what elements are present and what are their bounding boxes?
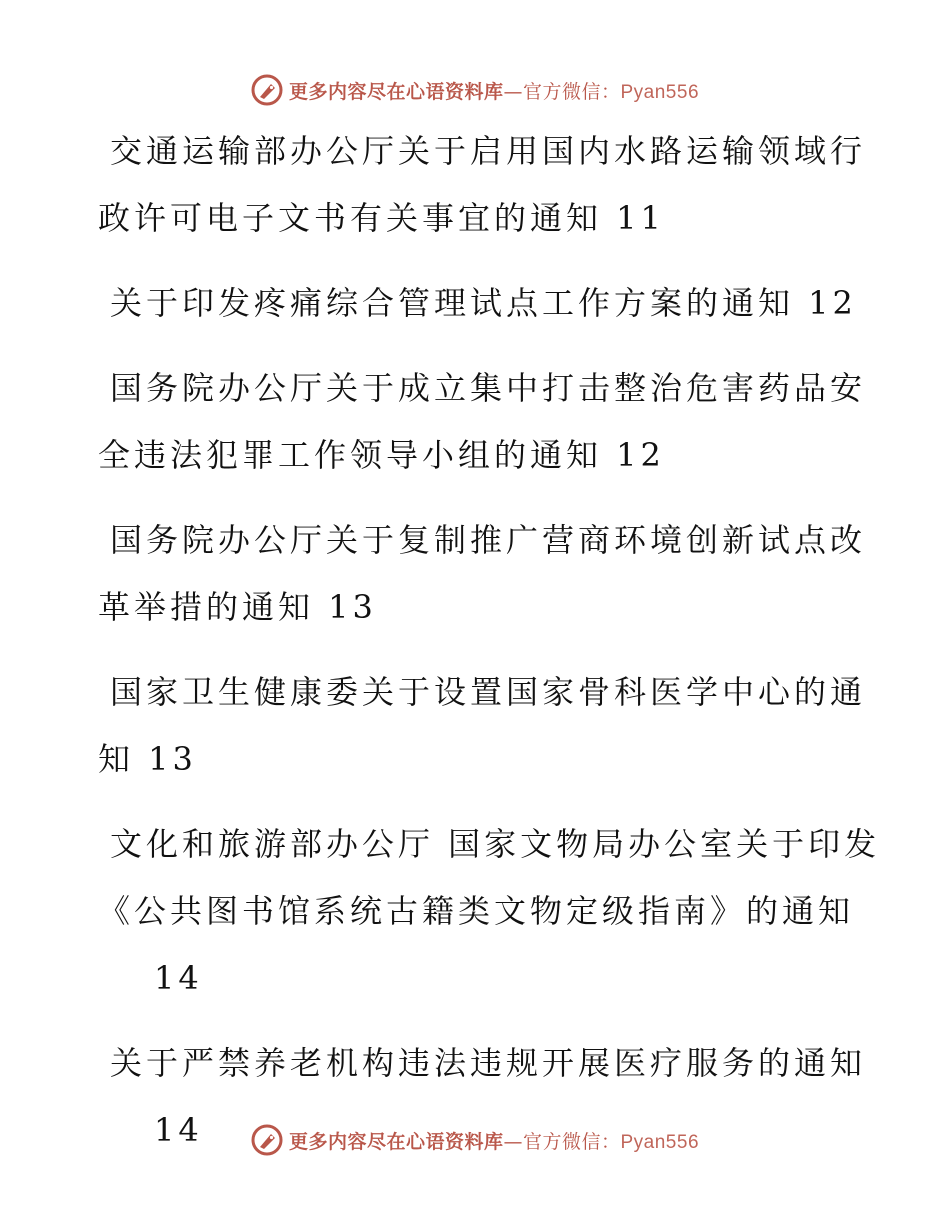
toc-entry-line: 文化和旅游部办公厅 国家文物局办公室关于印发 bbox=[110, 825, 881, 863]
toc-entry-line: 《公共图书馆系统古籍类文物定级指南》的通知 bbox=[98, 892, 855, 930]
toc-entry bbox=[0, 355, 950, 489]
banner-wechat-label: 官方微信： bbox=[522, 80, 621, 103]
banner-handle: Pyan556 bbox=[620, 1131, 700, 1153]
banner-content bbox=[251, 1124, 699, 1156]
footer-banner bbox=[0, 1120, 950, 1160]
toc-entry-page-number: 14 bbox=[154, 959, 203, 997]
toc-entry-line: 国务院办公厅关于复制推广营商环境创新试点改 bbox=[110, 521, 867, 559]
toc-entry-line: 关于严禁养老机构违法违规开展医疗服务的通知 bbox=[110, 1044, 867, 1082]
banner-wechat-label: 官方微信： bbox=[522, 1130, 621, 1153]
banner-slogan: 更多内容尽在心语资料库 bbox=[288, 1130, 504, 1153]
toc-entry-page-number: 14 bbox=[154, 1111, 203, 1149]
toc-entry-line: 国家卫生健康委关于设置国家骨科医学中心的通 bbox=[110, 673, 867, 711]
toc-list bbox=[0, 118, 950, 1182]
toc-entry-line: 国务院办公厅关于成立集中打击整治危害药品安 bbox=[110, 369, 867, 407]
toc-entry-line: 革举措的通知 13 bbox=[98, 588, 377, 626]
banner-text bbox=[289, 1127, 699, 1154]
toc-entry bbox=[0, 507, 950, 641]
pen-nib-logo-icon bbox=[251, 74, 283, 106]
toc-entry-line: 知 13 bbox=[98, 740, 197, 778]
toc-entry bbox=[0, 659, 950, 793]
banner-separator: — bbox=[503, 1130, 523, 1153]
banner-text bbox=[289, 77, 699, 104]
toc-entry-line: 关于印发疼痛综合管理试点工作方案的通知 12 bbox=[110, 284, 857, 322]
banner-separator: — bbox=[503, 80, 523, 103]
toc-entry-line: 交通运输部办公厅关于启用国内水路运输领域行 bbox=[110, 132, 867, 170]
pen-nib-logo-icon bbox=[251, 1124, 283, 1156]
header-banner bbox=[0, 70, 950, 110]
toc-entry bbox=[0, 811, 950, 1012]
banner-slogan: 更多内容尽在心语资料库 bbox=[288, 80, 504, 103]
toc-entry-line: 政许可电子文书有关事宜的通知 11 bbox=[98, 199, 665, 237]
toc-entry bbox=[0, 118, 950, 252]
banner-content bbox=[251, 74, 699, 106]
toc-entry bbox=[0, 270, 950, 337]
banner-handle: Pyan556 bbox=[620, 81, 700, 103]
toc-entry-line: 全违法犯罪工作领导小组的通知 12 bbox=[98, 436, 665, 474]
